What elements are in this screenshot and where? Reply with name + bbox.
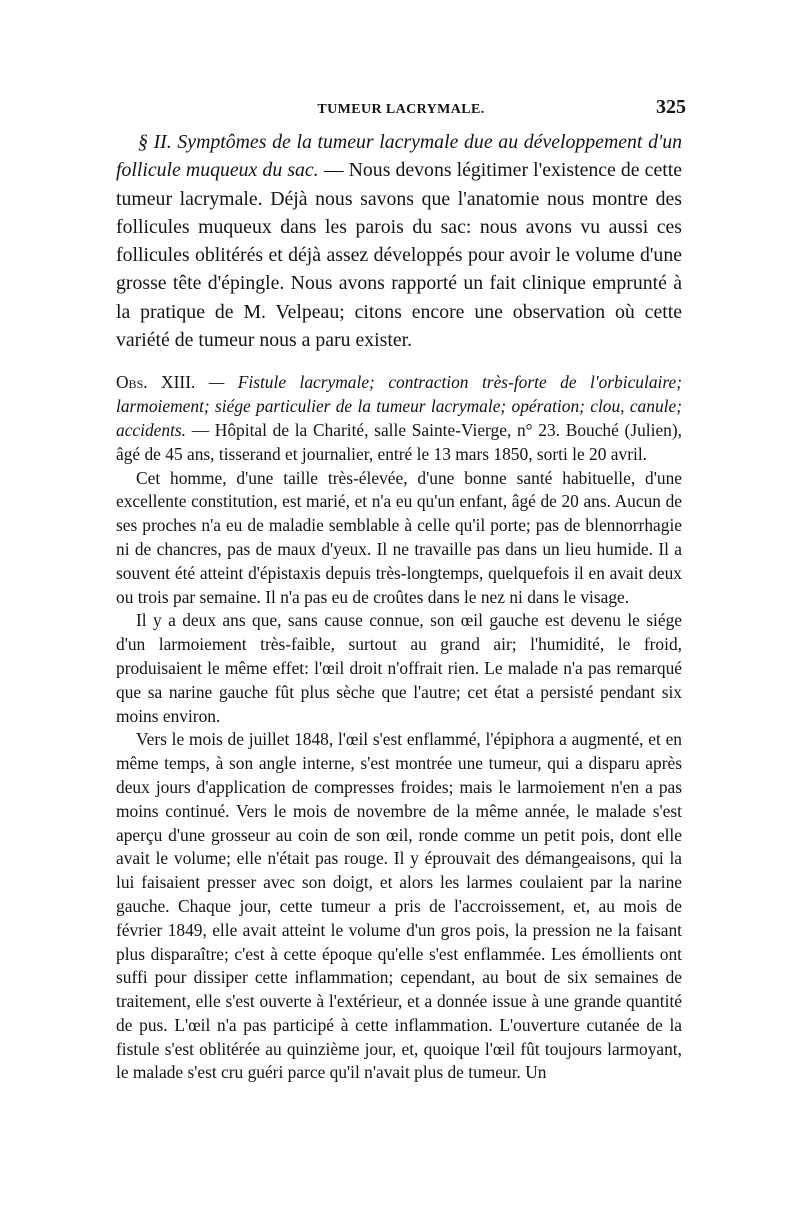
page-body: [116, 128, 682, 1085]
observation-title: — Fistule lacrymale; contraction très-forte de l'orbiculaire; larmoiement; siége particulier de la tumeur lacrymale; opération; clou, canule; accidents.: [116, 372, 682, 440]
observation-paragraph-2: Il y a deux ans que, sans cause connue, son œil gauche est devenu le siége d'un larmoiement très-faible, surtout au grand air; l'humidité, le froid, produisaient le même effet: l'œil droit n'offrait rien. Le malade n'a pas remarqué que sa narine gauche fût plus sèche que l'autre; cet état a persisté pendant six moins environ.: [116, 610, 682, 726]
observation-intro: — Hôpital de la Charité, salle Sainte-Vierge, n° 23. Bouché (Julien), âgé de 45 ans, tisserand et journalier, entré le 13 mars 1850, sorti le 20 avril.: [116, 419, 682, 464]
page-number: 325: [656, 96, 686, 118]
observation-paragraph-3: Vers le mois de juillet 1848, l'œil s'est enflammé, l'épiphora a augmenté, et en même temps, à son angle interne, s'est montrée une tumeur, qui a disparu après deux jours d'application de compresses froides; mais le larmoiement n'en a pas moins continué. Vers le mois de novembre de la même année, le malade s'est aperçu d'une grosseur au coin de son œil, ronde comme un petit pois, dont elle avait le volume; elle n'était pas rouge. Il y éprouvait des démangeaisons, qui la lui faisaient presser avec son doigt, et alors les larmes coulaient par la narine gauche. Chaque jour, cette tumeur a pris de l'accroissement, et, au mois de février 1849, elle avait atteint le volume d'un gros pois, la pression ne la faisant plus disparaître; c'est à cette époque qu'elle s'est enflammée. Les émollients ont suffi pour dissiper cette inflammation; cependant, au bout de six semaines de traitement, elle s'est ouverte à l'extérieur, et a donnée issue à une grande quantité de pus. L'œil n'a pas participé à cette inflammation. L'ouverture cutanée de la fistule s'est oblitérée au quinzième jour, et, quoique l'œil fût toujours larmoyant, le malade s'est cru guéri parce qu'il n'avait plus de tumeur. Un: [116, 729, 682, 1083]
section-heading: § II. Symptômes de la tumeur lacrymale due au développement d'un follicule muqueux du sac.: [116, 131, 682, 182]
section-paragraph: [116, 128, 682, 354]
section-text: — Nous devons légitimer l'existence de cette tumeur lacrymale. Déjà nous savons que l'anatomie nous montre des follicules muqueux dans les parois du sac: nous avons vu aussi ces follicules oblitérés et déjà assez développés pour avoir le volume d'une grosse tête d'épingle. Nous avons rapporté un fait clinique emprunté à la pratique de M. Velpeau; citons encore une observation où cette variété de tumeur nous a paru exister.: [116, 159, 682, 352]
observation-label: Obs. XIII.: [116, 372, 196, 393]
running-title: TUMEUR LACRYMALE.: [317, 102, 485, 117]
page-header: [116, 96, 686, 126]
observation-paragraph-1: Cet homme, d'une taille très-élevée, d'une bonne santé habituelle, d'une excellente constitution, est marié, et n'a eu qu'un enfant, âgé de 20 ans. Aucun de ses proches n'a eu de maladie semblable à celle qu'il porte; pas de blennorrhagie ni de chancres, pas de maux d'yeux. Il ne travaille pas dans un lieu humide. Il a souvent été atteint d'épistaxis depuis très-longtemps, quelquefois il en avait deux ou trois par semaine. Il n'a pas eu de croûtes dans le nez ni dans le visage.: [116, 467, 682, 607]
observation: [116, 371, 682, 1085]
observation-heading-paragraph: [116, 371, 682, 466]
